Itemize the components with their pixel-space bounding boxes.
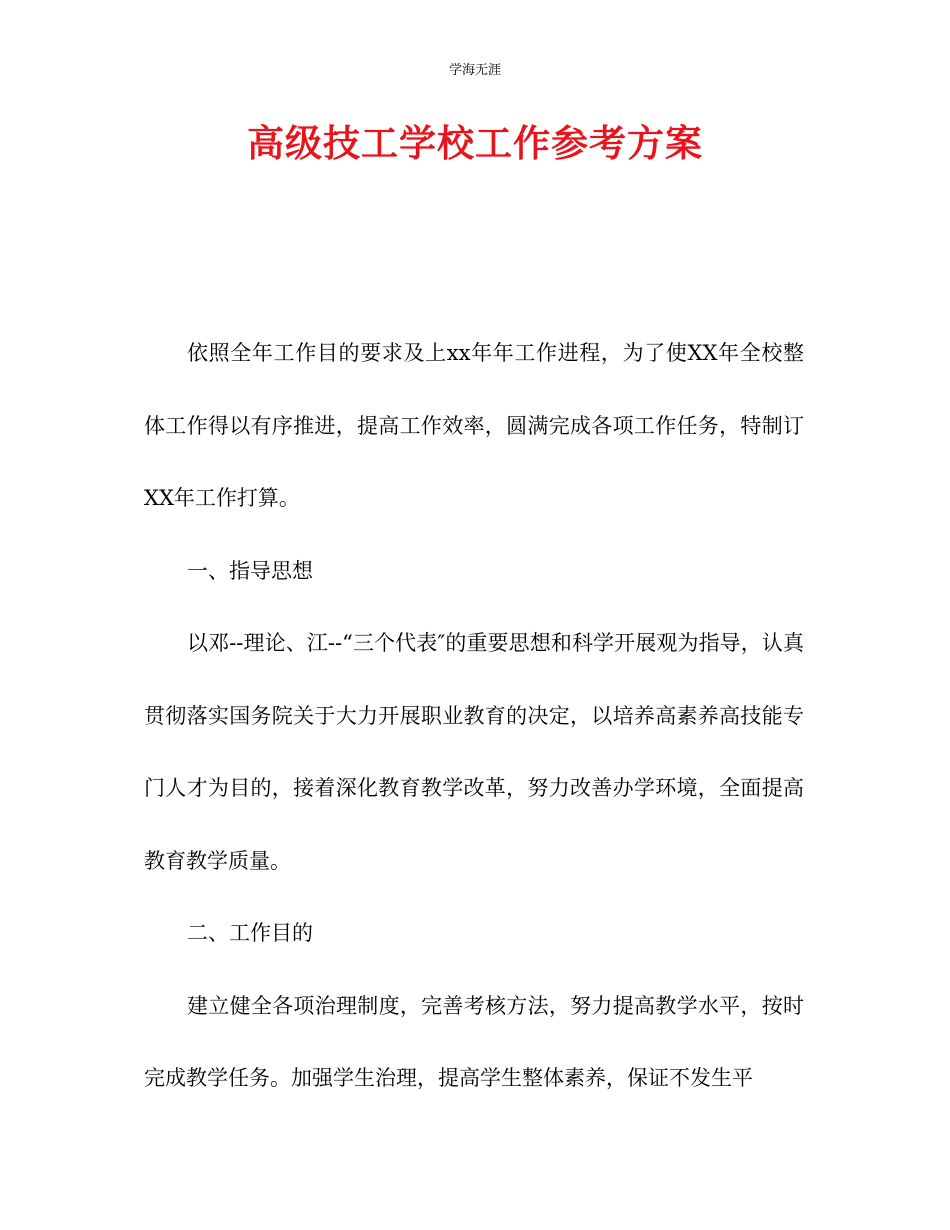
section-heading-guiding-ideology: 一、指导思想: [187, 558, 313, 583]
document-body: [144, 317, 804, 1115]
document-title: 高级技工学校工作参考方案: [247, 122, 703, 165]
paragraph-work-goals: 建立健全各项治理制度，完善考核方法，努力提高教学水平，按时完成教学任务。加强学生治理，提高学生整体素养，保证不发生平: [144, 993, 804, 1090]
paragraph-guiding-ideology: 以邓--理论、江--“三个代表″的重要思想和科学开展观为指导，认真贯彻落实国务院关于大力开展职业教育的决定，以培养高素养高技能专门人才为目的，接着深化教育教学改革，努力改善办学环境，全面提高教育教学质量。: [144, 631, 804, 873]
section-heading-work-goals: 二、工作目的: [187, 921, 313, 945]
paragraph-intro: 依照全年工作目的要求及上xx年年工作进程，为了使XX年全校整体工作得以有序推进，提高工作效率，圆满完成各项工作任务，特制订XX年工作打算。: [144, 341, 804, 510]
page-header: 学海无涯: [448, 63, 501, 78]
